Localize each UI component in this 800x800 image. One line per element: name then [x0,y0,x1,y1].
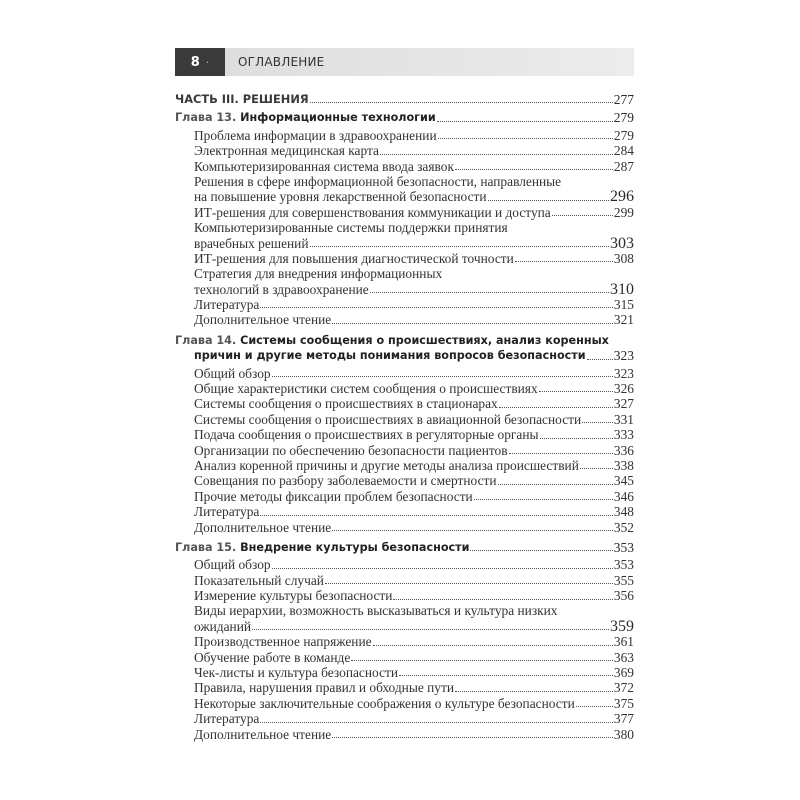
entry-title: Литература [194,504,260,520]
toc-chapter[interactable] [175,540,634,555]
toc-entry[interactable] [175,473,634,488]
dot-leader [540,438,613,439]
chapter-number: Глава 13. [175,111,237,125]
entry-page: 321 [613,312,634,328]
dot-leader [325,583,613,584]
dot-leader [498,484,613,485]
toc-entry[interactable] [175,236,634,251]
entry-title: Дополнительное чтение [194,726,332,742]
entry-title: ожиданий [194,618,252,634]
entry-page: 333 [613,427,634,443]
entry-title: Компьютеризированная система ввода заявок [194,158,454,174]
dot-leader [587,359,613,360]
entry-title: Общий обзор [194,365,271,381]
dot-leader [438,138,613,139]
book-page [175,48,634,742]
entry-page: 377 [613,711,634,727]
entry-page: 310 [610,280,634,298]
chapter-title [175,110,436,125]
dot-leader [515,261,613,262]
entry-title: Проблема информации в здравоохранении [194,127,437,143]
toc-entry[interactable] [175,189,634,204]
entry-title: Подача сообщения о происшествиях в регуляторные органы [194,427,539,443]
entry-page: 296 [610,188,634,206]
entry-page: 375 [613,695,634,711]
entry-title: Решения в сфере информационной безопасности, направленные [194,173,562,189]
entry-page: 287 [613,158,634,174]
entry-title: Производственное напряжение [194,634,372,650]
entry-page: 315 [613,297,634,313]
chapter-title [175,540,469,555]
toc-chapter[interactable] [175,348,634,363]
entry-page: 323 [613,365,634,381]
entry-title: Общий обзор [194,557,271,573]
part-title: ЧАСТЬ III. РЕШЕНИЯ [175,91,309,106]
entry-title: Обучение работе в команде [194,649,351,665]
toc-entry[interactable] [175,588,634,603]
dot-leader [380,154,613,155]
chapter-number: Глава 14. [175,333,237,347]
toc-entry[interactable] [175,266,634,281]
entry-page: 326 [613,381,634,397]
entry-page: 359 [610,617,634,635]
page-number-separator: · [205,55,210,69]
dot-leader [393,599,612,600]
entry-title: на повышение уровня лекарственной безопасности [194,189,487,205]
toc-entry[interactable] [175,427,634,442]
entry-title: ИТ-решения для повышения диагностической точности [194,250,514,266]
dot-leader [252,629,609,630]
entry-title: Стратегия для внедрения информационных [194,266,443,282]
toc-entry[interactable] [175,619,634,634]
dot-leader [437,121,613,122]
entry-page: 345 [613,473,634,489]
dot-leader [310,102,613,103]
entry-title: Дополнительное чтение [194,519,332,535]
entry-page: 363 [613,649,634,665]
chapter-page: 279 [613,110,634,126]
toc-entry[interactable] [175,128,634,143]
dot-leader [332,530,613,531]
toc-entry[interactable] [175,520,634,535]
entry-page: 353 [613,557,634,573]
toc-entry[interactable] [175,174,634,189]
chapter-title [175,333,609,348]
entry-title: ИТ-решения для совершенствования коммуникации и доступа [194,204,551,220]
dot-leader [474,499,613,500]
entry-title: Некоторые заключительные соображения о культуре безопасности [194,695,575,711]
page-number-block [175,48,225,76]
entry-title: Системы сообщения о происшествиях в стационарах [194,396,498,412]
toc-entry[interactable] [175,604,634,619]
chapter-title-text: Внедрение культуры безопасности [240,540,470,554]
dot-leader [455,691,613,692]
entry-page: 338 [613,457,634,473]
toc-entry[interactable] [175,205,634,220]
toc-entry[interactable] [175,727,634,742]
entry-page: 380 [613,726,634,742]
chapter-title-text: причин и другие методы понимания вопросов безопасности [194,349,586,363]
entry-page: 361 [613,634,634,650]
dot-leader [260,722,613,723]
dot-leader [310,246,609,247]
entry-title: Правила, нарушения правил и обходные пути [194,680,455,696]
toc-entry[interactable] [175,443,634,458]
entry-page: 369 [613,665,634,681]
dot-leader [488,200,609,201]
entry-page: 346 [613,488,634,504]
running-header [175,48,634,76]
entry-page: 303 [610,234,634,252]
toc-entry[interactable] [175,665,634,680]
dot-leader [552,215,613,216]
entry-title: Общие характеристики систем сообщения о происшествиях [194,381,538,397]
dot-leader [272,568,613,569]
dot-leader [260,307,613,308]
entry-title: Прочие методы фиксации проблем безопасности [194,488,473,504]
entry-page: 331 [613,411,634,427]
entry-page: 352 [613,519,634,535]
toc-entry[interactable] [175,680,634,695]
toc-entry[interactable] [175,297,634,312]
dot-leader [260,515,613,516]
toc-entry[interactable] [175,711,634,726]
dot-leader [373,645,613,646]
entry-title: врачебных решений [194,235,309,251]
page-number: 8 [190,54,200,70]
toc-entry[interactable] [175,573,634,588]
entry-title: Электронная медицинская карта [194,143,379,159]
section-title: ОГЛАВЛЕНИЕ [238,55,325,69]
entry-page: 308 [613,250,634,266]
dot-leader [332,323,613,324]
chapter-page: 323 [613,348,634,364]
entry-title: Литература [194,297,260,313]
chapter-title-text: Системы сообщения о происшествиях, анализ коренных [240,333,609,347]
dot-leader [455,169,613,170]
dot-leader [576,706,613,707]
entry-page: 279 [613,127,634,143]
chapter-title [194,348,586,363]
toc-chapter[interactable] [175,333,634,348]
entry-title: Измерение культуры безопасности [194,588,393,604]
entry-title: Виды иерархии, возможность высказываться и культура низких [194,603,558,619]
entry-title: Литература [194,711,260,727]
dot-leader [509,453,613,454]
entry-title: Системы сообщения о происшествиях в авиационной безопасности [194,411,582,427]
toc-entry[interactable] [175,396,634,411]
dot-leader [399,675,613,676]
entry-page: 299 [613,204,634,220]
entry-page: 355 [613,572,634,588]
toc-entry[interactable] [175,381,634,396]
toc-entry[interactable] [175,504,634,519]
dot-leader [580,468,613,469]
entry-title: Анализ коренной причины и другие методы анализа происшествий [194,457,579,473]
toc-entry[interactable] [175,634,634,649]
entry-title: Организации по обеспечению безопасности пациентов [194,442,508,458]
entry-title: Показательный случай [194,572,324,588]
entry-title: Компьютеризированные системы поддержки принятия [194,220,508,236]
dot-leader [272,376,613,377]
toc-chapter[interactable] [175,110,634,125]
entry-page: 327 [613,396,634,412]
entry-title: технологий в здравоохранение [194,281,369,297]
toc-entry[interactable] [175,458,634,473]
toc-entry[interactable] [175,220,634,235]
toc-entry[interactable] [175,412,634,427]
entry-page: 336 [613,442,634,458]
toc-entry[interactable] [175,366,634,381]
dot-leader [370,292,609,293]
entry-title: Совещания по разбору заболеваемости и смертности [194,473,497,489]
toc-entry[interactable] [175,650,634,665]
toc-entry[interactable] [175,557,634,572]
entry-page: 372 [613,680,634,696]
dot-leader [539,391,613,392]
toc-entry[interactable] [175,489,634,504]
dot-leader [470,550,612,551]
part-page: 277 [613,91,634,107]
chapter-title-text: Информационные технологии [240,111,436,125]
toc-entry[interactable] [175,282,634,297]
toc-entry[interactable] [175,312,634,327]
entry-title: Чек-листы и культура безопасности [194,665,399,681]
toc-entry[interactable] [175,143,634,158]
chapter-number: Глава 15. [175,540,237,554]
chapter-page: 353 [613,539,634,555]
toc-entry[interactable] [175,251,634,266]
entry-title: Дополнительное чтение [194,312,332,328]
dot-leader [332,737,613,738]
dot-leader [351,660,613,661]
dot-leader [499,407,613,408]
entry-page: 284 [613,143,634,159]
toc-entry[interactable] [175,159,634,174]
entry-page: 356 [613,588,634,604]
table-of-contents [175,92,634,742]
toc-entry[interactable] [175,696,634,711]
toc-part[interactable] [175,92,634,107]
dot-leader [582,422,613,423]
entry-page: 348 [613,504,634,520]
